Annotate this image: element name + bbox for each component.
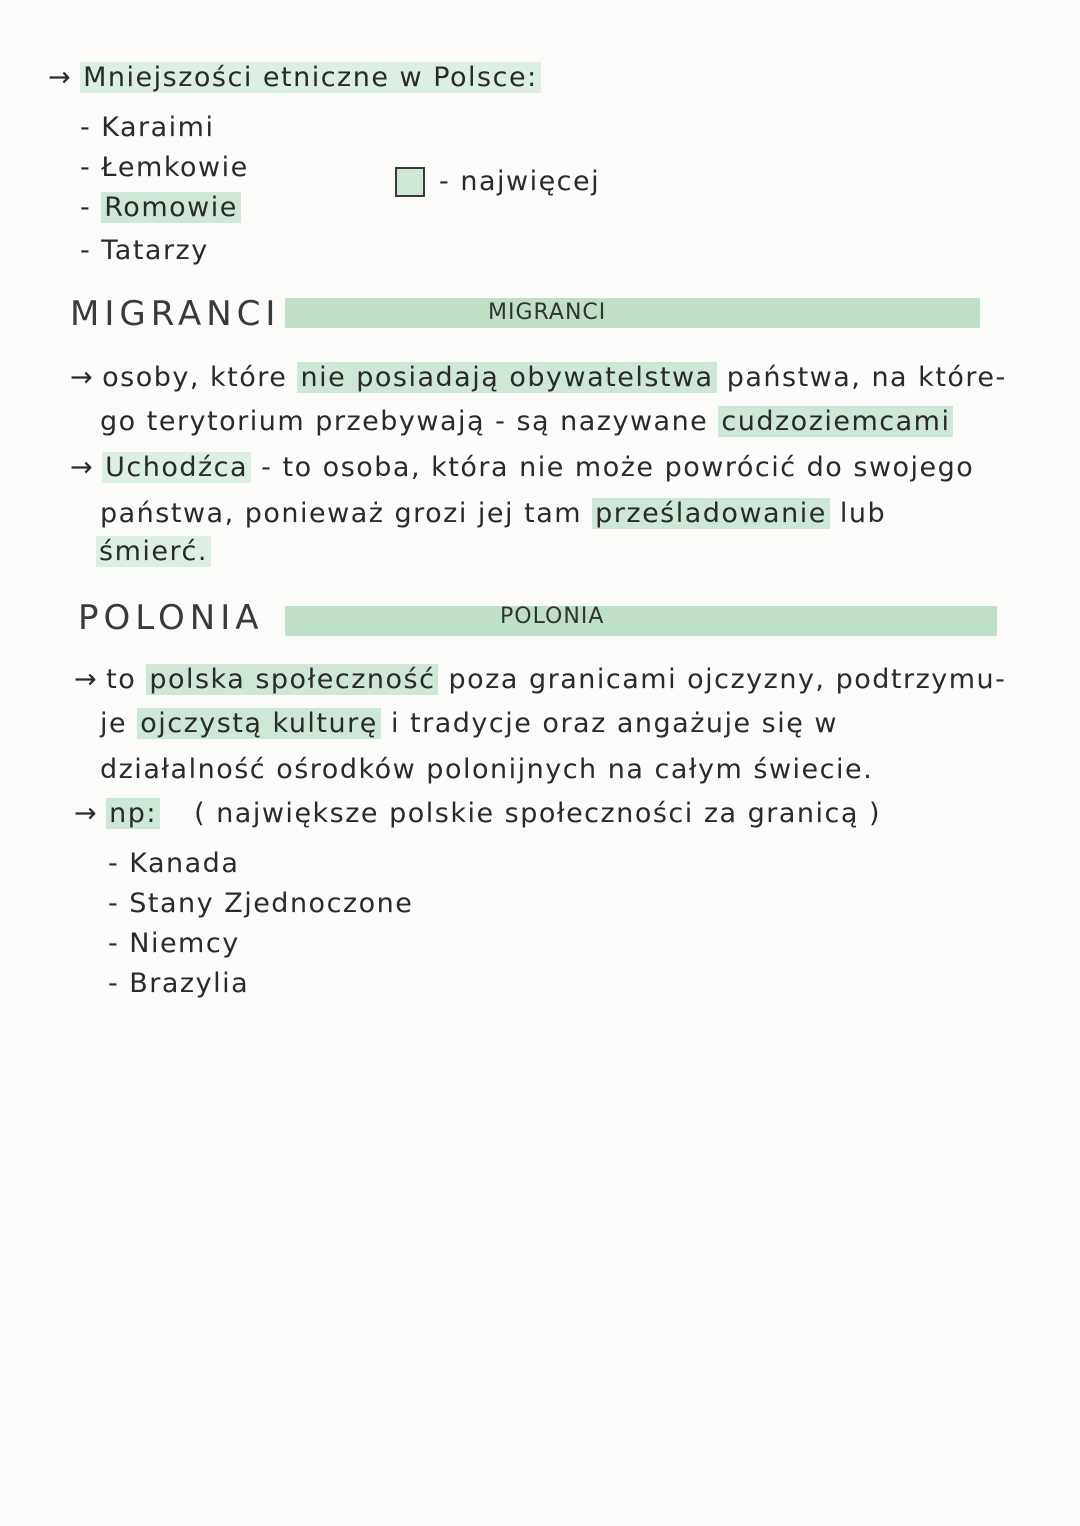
section-heading-migranci <box>70 294 294 334</box>
list-item: - Tatarzy <box>80 235 209 266</box>
highlight: Uchodźca <box>102 452 251 483</box>
country-niemcy: Niemcy <box>129 928 240 959</box>
highlight: śmierć. <box>96 536 211 567</box>
list-item: - Niemcy <box>108 928 240 959</box>
list-item: - Romowie <box>80 192 241 223</box>
list-item: - Kanada <box>108 848 240 879</box>
arrow-icon: → <box>48 62 73 93</box>
highlight: cudzoziemcami <box>718 406 953 437</box>
legend <box>395 166 600 197</box>
page-title-polonia: POLONIA <box>78 598 264 638</box>
legend-text: - najwięcej <box>439 166 601 197</box>
highlight: nie posiadają obywatelstwa <box>297 362 716 393</box>
paragraph-line: → to polska społeczność poza granicami ojczyzny, podtrzymu- <box>74 664 1007 695</box>
highlight: np: <box>106 798 160 829</box>
paragraph-line: → osoby, które nie posiadają obywatelstwa państwa, na które- <box>70 362 1007 393</box>
highlight: prześladowanie <box>592 498 830 529</box>
minority-tatarzy: Tatarzy <box>101 235 209 266</box>
list-item: - Brazylia <box>108 968 250 999</box>
arrow-icon: → <box>74 664 99 695</box>
highlight: ojczystą kulturę <box>137 708 381 739</box>
intro-title-line <box>48 62 541 93</box>
section-heading-polonia <box>78 598 277 638</box>
list-item: - Karaimi <box>80 112 215 143</box>
section-bar-label-polonia: POLONIA <box>500 604 605 629</box>
section-bar-label-migranci: MIGRANCI <box>488 300 607 325</box>
paragraph-line: państwa, ponieważ grozi jej tam prześladowanie lub <box>100 498 887 529</box>
country-kanada: Kanada <box>129 848 240 879</box>
paragraph-line: go terytorium przebywają - są nazywane cudzoziemcami <box>100 406 953 437</box>
page-title-migranci: MIGRANCI <box>70 294 281 334</box>
country-usa: Stany Zjednoczone <box>129 888 414 919</box>
arrow-icon: → <box>70 362 95 393</box>
paragraph-line <box>96 536 211 567</box>
legend-swatch-icon <box>395 167 425 197</box>
paragraph-line: → np: ( największe polskie społeczności za granicą ) <box>74 798 882 829</box>
section-bar-polonia <box>285 606 997 636</box>
list-item: - Łemkowie <box>80 152 249 183</box>
intro-title: Mniejszości etniczne w Polsce: <box>80 62 541 93</box>
minority-romowie: Romowie <box>101 192 241 223</box>
paragraph-line: → Uchodźca - to osoba, która nie może powrócić do swojego <box>70 452 975 483</box>
country-brazylia: Brazylia <box>129 968 250 999</box>
minority-lemkowie: Łemkowie <box>101 152 249 183</box>
paragraph-line: działalność ośrodków polonijnych na całym świecie. <box>100 754 874 785</box>
paragraph-line: je ojczystą kulturę i tradycje oraz angażuje się w <box>100 708 839 739</box>
list-item: - Stany Zjednoczone <box>108 888 414 919</box>
section-bar-migranci <box>285 298 980 328</box>
highlight: polska społeczność <box>146 664 438 695</box>
minority-karaimi: Karaimi <box>101 112 215 143</box>
arrow-icon: → <box>74 798 99 829</box>
arrow-icon: → <box>70 452 95 483</box>
